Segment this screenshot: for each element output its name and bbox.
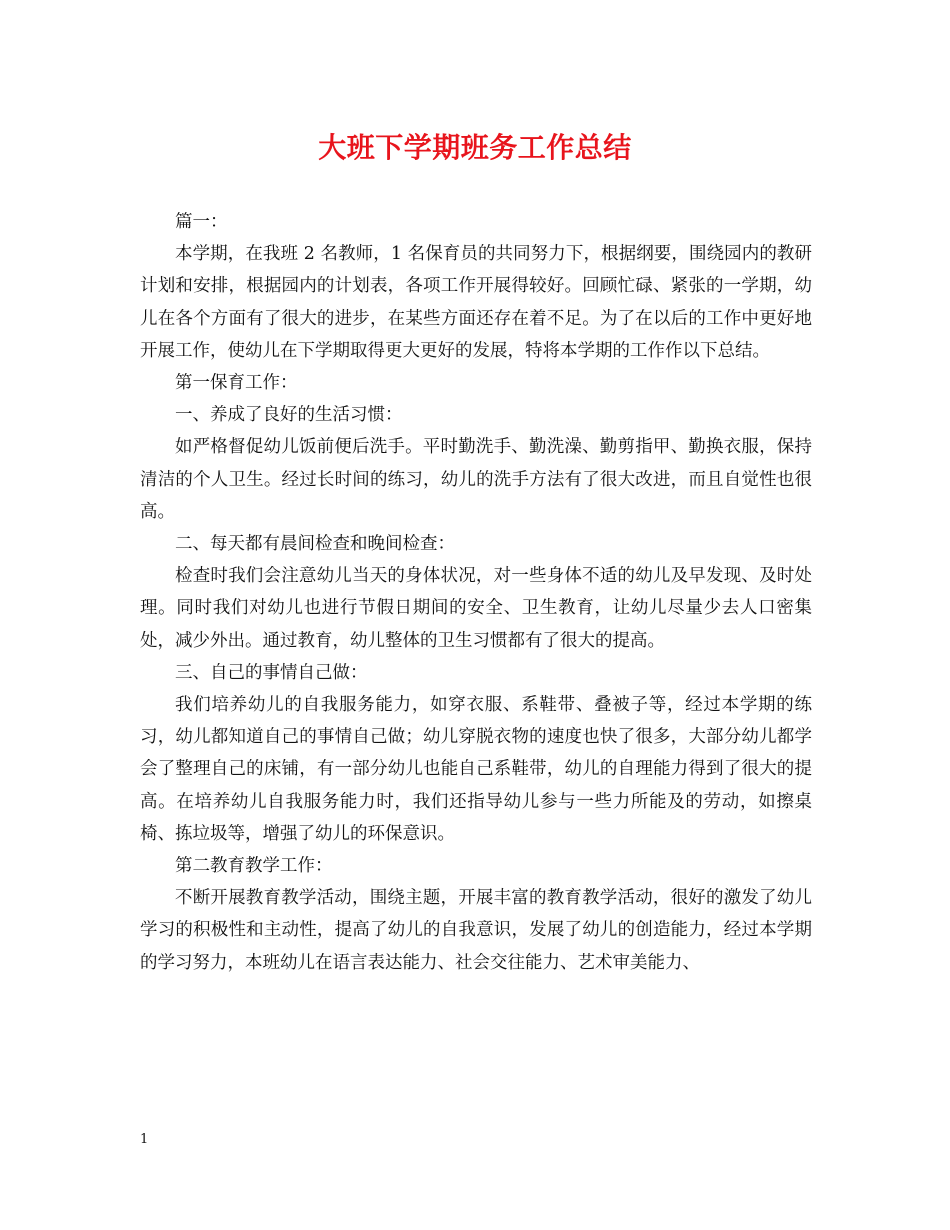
- heading-childcare-work: 第一保育工作：: [175, 373, 298, 394]
- paragraph-self-reliance: 我们培养幼儿的自我服务能力，如穿衣服、系鞋带、叠被子等，经过本学期的练习，幼儿都知道自己的事情自己做；幼儿穿脱衣物的速度也快了很多，大部分幼儿都学会了整理自己的床铺，有一部分幼儿也能自己系鞋带，幼儿的自理能力得到了很大的提高。在培养幼儿自我服务能力时，我们还指导幼儿参与一些力所能及的劳动，如擦桌椅、拣垃圾等，增强了幼儿的环保意识。: [140, 695, 812, 844]
- paragraph-intro: 本学期，在我班 2 名教师，1 名保育员的共同努力下，根据纲要，围绕园内的教研计划和安排，根据园内的计划表，各项工作开展得较好。回顾忙碌、紧张的一学期，幼儿在各个方面有了很大的进步，在某些方面还存在着不足。为了在以后的工作中更好地开展工作，使幼儿在下学期取得更大更好的发展，特将本学期的工作作以下总结。: [140, 244, 812, 361]
- page-number: 1: [140, 1132, 149, 1147]
- subheading-self-reliance: 三、自己的事情自己做：: [175, 662, 368, 683]
- paragraph-daily-checks: 检查时我们会注意幼儿当天的身体状况，对一些身体不适的幼儿及早发现、及时处理。同时我们对幼儿也进行节假日期间的安全、卫生教育，让幼儿尽量少去人口密集处，减少外出。通过教育，幼儿整体的卫生习惯都有了很大的提高。: [140, 566, 812, 651]
- heading-education-work: 第二教育教学工作：: [175, 856, 333, 877]
- document-title: 大班下学期班务工作总结: [318, 131, 632, 164]
- paragraph-education-work: 不断开展教育教学活动，围绕主题，开展丰富的教育教学活动，很好的激发了幼儿学习的积极性和主动性，提高了幼儿的自我意识，发展了幼儿的创造能力，经过本学期的学习努力，本班幼儿在语言表达能力、社会交往能力、艺术审美能力、: [140, 888, 812, 973]
- paragraph-living-habits: 如严格督促幼儿饭前便后洗手。平时勤洗手、勤洗澡、勤剪指甲、勤换衣服，保持清洁的个人卫生。经过长时间的练习，幼儿的洗手方法有了很大改进，而且自觉性也很高。: [140, 437, 812, 522]
- subheading-living-habits: 一、养成了良好的生活习惯：: [175, 405, 403, 426]
- subheading-daily-checks: 二、每天都有晨间检查和晚间检查：: [175, 534, 455, 555]
- document-body: [140, 206, 812, 979]
- paragraph-section-label: 篇一：: [175, 212, 228, 232]
